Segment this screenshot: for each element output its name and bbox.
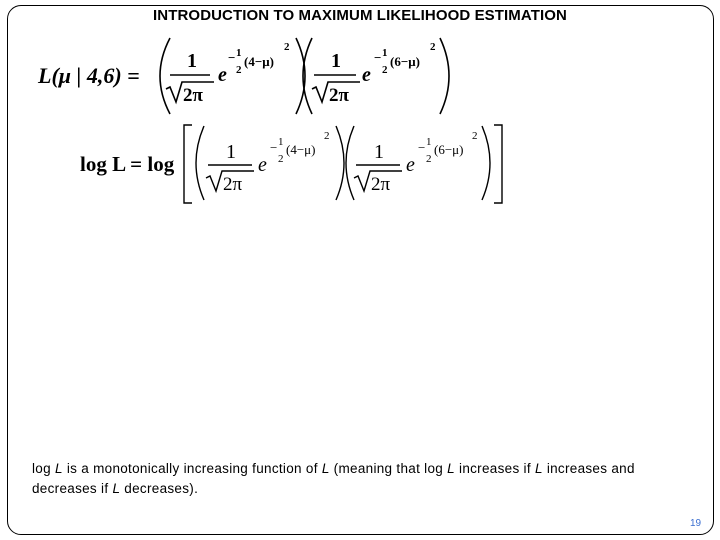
right-bracket bbox=[494, 125, 502, 203]
factor-2-radicand: 2π bbox=[329, 85, 349, 106]
likelihood-lhs: L(μ | 4,6) = bbox=[38, 63, 140, 88]
factor-1-numerator: 1 bbox=[226, 141, 236, 163]
factor-1-exp-coef-num: 1 bbox=[236, 47, 242, 59]
factor-1-exp-term: (4−μ) bbox=[286, 142, 316, 157]
factor-1-exp-minus: − bbox=[228, 50, 236, 65]
right-paren bbox=[336, 126, 344, 200]
note-text: increases and decreases if bbox=[32, 461, 635, 496]
left-paren bbox=[346, 126, 354, 200]
factor-1-radicand: 2π bbox=[183, 85, 203, 106]
factor-2-numerator: 1 bbox=[374, 141, 384, 163]
factor-1-exp-term: (4−μ) bbox=[244, 54, 274, 69]
factor-1-radicand: 2π bbox=[223, 174, 243, 195]
factor-2-exp-minus: − bbox=[374, 50, 382, 65]
note-text: decreases). bbox=[120, 481, 199, 496]
note-variable: L bbox=[447, 461, 455, 476]
factor-1-exp-coef-den: 2 bbox=[236, 64, 242, 76]
factor-2-exp-term: (6−μ) bbox=[390, 54, 420, 69]
factor-2-numerator: 1 bbox=[331, 50, 341, 72]
factor-2-base: e bbox=[362, 64, 371, 86]
factor-2-exp-power: 2 bbox=[430, 41, 436, 53]
note-variable: L bbox=[321, 461, 330, 476]
factor-2-exp-coef-num: 1 bbox=[382, 47, 388, 59]
factor-1-exp-minus: − bbox=[270, 140, 278, 155]
factor-2-radicand: 2π bbox=[371, 174, 391, 195]
note-text: increases if bbox=[454, 461, 535, 476]
explanation-text bbox=[32, 459, 672, 499]
factor-1-exp-power: 2 bbox=[284, 41, 290, 53]
note-text: is a monotonically increasing function of bbox=[62, 461, 322, 476]
factor-2-exp-coef-num: 1 bbox=[426, 136, 432, 148]
left-bracket bbox=[184, 125, 192, 203]
left-paren bbox=[196, 126, 204, 200]
factor-2-exp-coef-den: 2 bbox=[382, 64, 388, 76]
factor-1-numerator: 1 bbox=[187, 50, 197, 72]
factor-1-base: e bbox=[218, 64, 227, 86]
note-variable: L bbox=[534, 461, 543, 476]
note-variable: L bbox=[112, 481, 121, 496]
factor-1-base: e bbox=[258, 154, 267, 176]
factor-2-exp-term: (6−μ) bbox=[434, 142, 464, 157]
right-paren bbox=[482, 126, 490, 200]
factor-1-exp-power: 2 bbox=[324, 130, 330, 142]
note-variable: L bbox=[54, 461, 63, 476]
factor-2-exp-minus: − bbox=[418, 140, 426, 155]
slide-title: INTRODUCTION TO MAXIMUM LIKELIHOOD ESTIMATION bbox=[153, 7, 567, 24]
log-likelihood-lhs: log L = log bbox=[80, 152, 175, 176]
factor-2-exp-power: 2 bbox=[472, 130, 478, 142]
page-number: 19 bbox=[690, 518, 702, 529]
note-text: log bbox=[32, 461, 55, 476]
factor-1-exp-coef-num: 1 bbox=[278, 136, 284, 148]
factor-2-exp-coef-den: 2 bbox=[426, 153, 432, 165]
factor-1-exp-coef-den: 2 bbox=[278, 153, 284, 165]
note-text: (meaning that log bbox=[329, 461, 448, 476]
factor-2-base: e bbox=[406, 154, 415, 176]
